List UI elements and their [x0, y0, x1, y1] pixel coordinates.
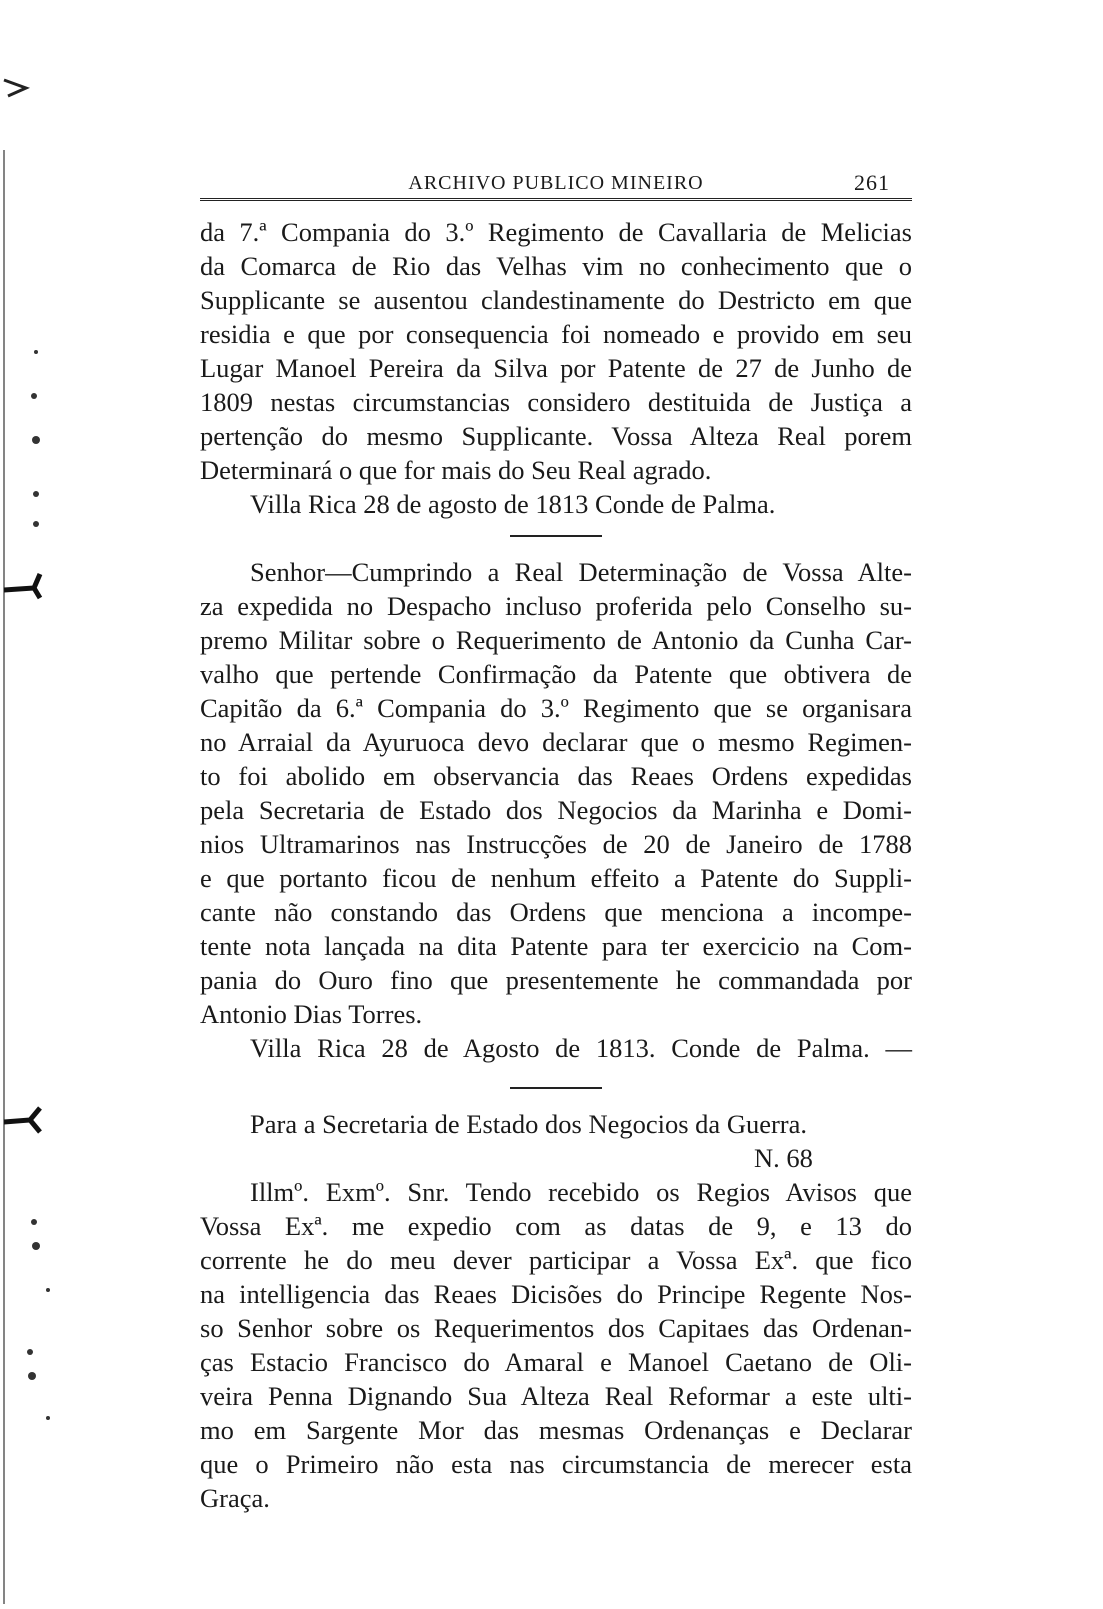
paragraph-1	[200, 215, 912, 521]
section-separator	[510, 535, 602, 537]
place-date-signature: Villa Rica 28 de agosto de 1813 Conde de Palma.	[250, 489, 776, 519]
text-line: pela Secretaria de Estado dos Negocios da Marinha e Domi-	[200, 795, 912, 825]
text-line: Vossa Exª. me expedio com as datas de 9, e 13 do	[200, 1211, 912, 1241]
text-line: Graça.	[200, 1483, 270, 1513]
text-line: pertenção do mesmo Supplicante. Vossa Alteza Real porem	[200, 421, 912, 451]
paragraph-2	[200, 555, 912, 1065]
binding-marks-graphic	[0, 0, 70, 1604]
running-title: ARCHIVO PUBLICO MINEIRO	[408, 172, 704, 194]
text-line: 1809 nestas circumstancias considero destituida de Justiça a	[200, 387, 912, 417]
page-number: 261	[854, 170, 890, 195]
text-line: to foi abolido em observancia das Reaes Ordens expedidas	[200, 761, 912, 791]
section-separator	[510, 1087, 602, 1089]
place-date-signature: Villa Rica 28 de Agosto de 1813. Conde de Palma. —	[250, 1033, 912, 1063]
text-line: valho que pertende Confirmação da Patente que obtivera de	[200, 659, 912, 689]
text-line: veira Penna Dignando Sua Alteza Real Reformar a este ulti-	[200, 1381, 912, 1411]
text-line: Senhor—Cumprindo a Real Determinação de Vossa Alte-	[250, 557, 912, 587]
text-line: Determinará o que for mais do Seu Real agrado.	[200, 455, 712, 485]
scan-margin-marks	[0, 0, 70, 1604]
text-line: ças Estacio Francisco do Amaral e Manoel Caetano de Oli-	[200, 1347, 912, 1377]
header-rule	[200, 198, 912, 201]
text-line: premo Militar sobre o Requerimento de Antonio da Cunha Car-	[200, 625, 912, 655]
text-line: Capitão da 6.ª Compania do 3.º Regimento que se organisara	[200, 693, 912, 723]
document-page	[200, 168, 912, 1515]
text-line: e que portanto ficou de nenhum effeito a Patente do Suppli-	[200, 863, 912, 893]
running-header	[200, 168, 912, 198]
text-line: mo em Sargente Mor das mesmas Ordenanças e Declarar	[200, 1415, 912, 1445]
text-line: Illmº. Exmº. Snr. Tendo recebido os Regios Avisos que	[250, 1177, 912, 1207]
text-line: Supplicante se ausentou clandestinamente do Destricto em que	[200, 285, 912, 315]
paragraph-3	[200, 1107, 912, 1515]
addressee-line: Para a Secretaria de Estado dos Negocios da Guerra.	[250, 1109, 808, 1139]
text-line: na intelligencia das Reaes Dicisões do Principe Regente Nos-	[200, 1279, 912, 1309]
text-line: no Arraial da Ayuruoca devo declarar que o mesmo Regimen-	[200, 727, 912, 757]
text-line: Antonio Dias Torres.	[200, 999, 423, 1029]
text-line: pania do Ouro fino que presentemente he commandada por	[200, 965, 912, 995]
text-line: da 7.ª Compania do 3.º Regimento de Cavallaria de Melicias	[200, 217, 912, 247]
text-line: tente nota lançada na dita Patente para ter exercicio na Com-	[200, 931, 912, 961]
text-line: da Comarca de Rio das Velhas vim no conhecimento que o	[200, 251, 912, 281]
letter-number: N. 68	[754, 1143, 813, 1173]
text-line: nios Ultramarinos nas Instrucções de 20 de Janeiro de 1788	[200, 829, 912, 859]
text-line: za expedida no Despacho incluso proferida pelo Conselho su-	[200, 591, 912, 621]
text-line: residia e que por consequencia foi nomeado e provido em seu	[200, 319, 912, 349]
text-line: so Senhor sobre os Requerimentos dos Capitaes das Ordenan-	[200, 1313, 912, 1343]
text-line: corrente he do meu dever participar a Vossa Exª. que fico	[200, 1245, 912, 1275]
text-line: cante não constando das Ordens que menciona a incompe-	[200, 897, 912, 927]
text-line: que o Primeiro não esta nas circumstancia de merecer esta	[200, 1449, 912, 1479]
text-line: Lugar Manoel Pereira da Silva por Patente de 27 de Junho de	[200, 353, 912, 383]
